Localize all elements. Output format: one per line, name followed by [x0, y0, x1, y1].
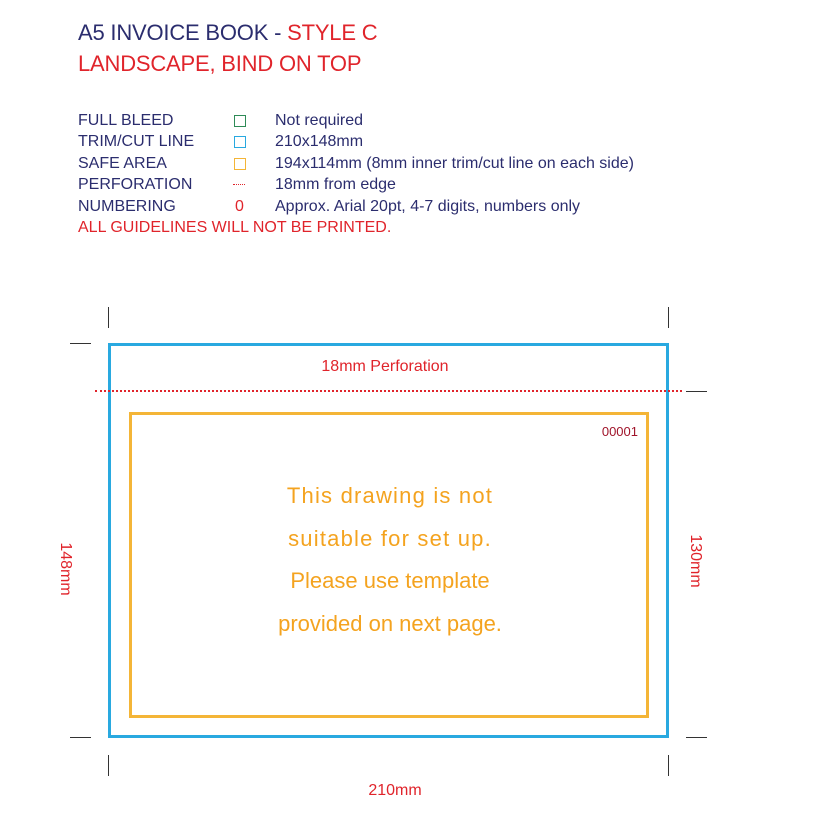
- crop-mark: [108, 307, 109, 328]
- crop-mark: [70, 737, 91, 738]
- spec-value: 194x114mm (8mm inner trim/cut line on each side): [275, 155, 634, 172]
- spec-label: TRIM/CUT LINE: [78, 133, 195, 150]
- crop-mark: [668, 307, 669, 328]
- crop-mark: [108, 755, 109, 776]
- notice-line-2: suitable for set up.: [288, 526, 492, 551]
- spec-label: SAFE AREA: [78, 155, 167, 172]
- perforation-label: 18mm Perforation: [321, 358, 449, 375]
- spec-value: 210x148mm: [275, 133, 364, 150]
- height-dimension-right: 130mm: [687, 534, 704, 588]
- notice-line-1: This drawing is not: [286, 483, 494, 508]
- crop-mark: [70, 343, 91, 344]
- notice-line-3: Please use template: [290, 568, 490, 593]
- safe-area: [129, 412, 649, 718]
- page-subtitle: LANDSCAPE, BIND ON TOP: [78, 51, 362, 76]
- spec-label: NUMBERING: [78, 198, 176, 215]
- perforation-line: [95, 390, 682, 392]
- height-dimension-left: 148mm: [57, 542, 74, 596]
- spec-label: FULL BLEED: [78, 112, 174, 129]
- title-accent: STYLE C: [287, 20, 378, 45]
- invoice-number: 00001: [601, 424, 638, 439]
- crop-mark: [686, 737, 707, 738]
- guidelines-warning: ALL GUIDELINES WILL NOT BE PRINTED.: [78, 219, 392, 236]
- orange-square-icon: [233, 154, 247, 174]
- title-main: A5 INVOICE BOOK -: [78, 20, 288, 45]
- spec-label: PERFORATION: [78, 176, 193, 193]
- notice-line-4: provided on next page.: [278, 611, 502, 636]
- width-dimension: 210mm: [368, 782, 422, 799]
- page-title: [78, 20, 377, 46]
- dotted-line-icon: [233, 175, 247, 195]
- blue-square-icon: [233, 132, 247, 152]
- crop-mark: [668, 755, 669, 776]
- numbering-symbol: 0: [235, 198, 244, 215]
- spec-value: 18mm from edge: [275, 176, 396, 193]
- green-square-icon: [233, 111, 247, 131]
- spec-value: Not required: [275, 112, 364, 129]
- spec-value: Approx. Arial 20pt, 4-7 digits, numbers only: [275, 198, 581, 215]
- crop-mark: [686, 391, 707, 392]
